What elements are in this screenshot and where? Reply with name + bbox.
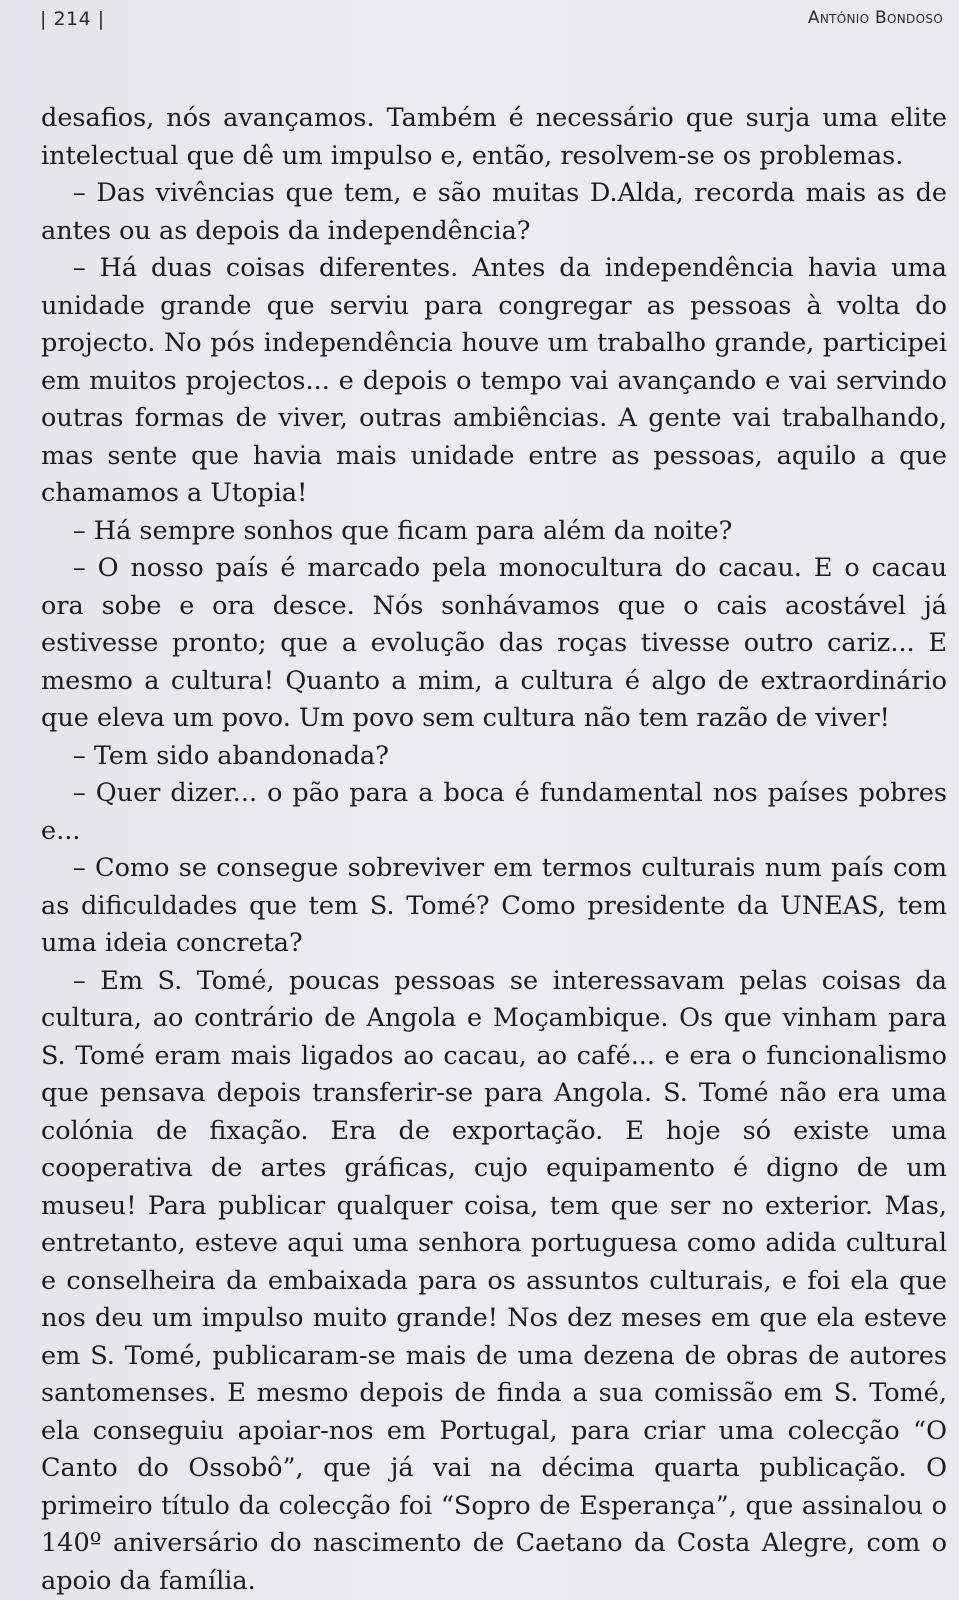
paragraph: – Há duas coisas diferentes. Antes da independência havia uma unidade grande que serviu para congregar as pessoas à volta do projecto. No pós independência houve um trabalho grande, participei em muitos projectos... e depois o tempo vai avançando e vai servindo outras formas de viver, outras ambiências. A gente vai trabalhando, mas sente que havia mais unidade entre as pessoas, aquilo a que chamamos a Utopia! [41,253,947,508]
paragraph: – Há sempre sonhos que ficam para além da noite? [73,515,733,546]
paragraph: – O nosso país é marcado pela monocultura do cacau. E o cacau ora sobe e ora desce. Nós sonhávamos que o cais acostável já estivesse pronto; que a evolução das roças tivesse outro cariz... E mesmo a cultura! Quanto a mim, a cultura é algo de extraordinário que eleva um povo. Um povo sem cultura não tem razão de viver! [41,553,947,733]
paragraph: – Como se consegue sobreviver em termos culturais num país com as dificuldades que tem S. Tomé? Como presidente da UNEAS, tem uma ideia concreta? [41,853,947,958]
paragraph: desafios, nós avançamos. Também é necessário que surja uma elite intelectual que dê um impulso e, então, resolvem-se os problemas. [41,103,947,171]
paragraph: – Quer dizer... o pão para a boca é fundamental nos países pobres e... [41,778,947,846]
paragraph: – Das vivências que tem, e são muitas D.Alda, recorda mais as de antes ou as depois da independência? [41,178,947,246]
paragraph: – Em S. Tomé, poucas pessoas se interessavam pelas coisas da cultura, ao contrário de Angola e Moçambique. Os que vinham para S. Tomé eram mais ligados ao cacau, ao café... e era o funcionalismo que pensava depois transferir-se para Angola. S. Tomé não era uma colónia de fixação. Era de exportação. E hoje só existe uma cooperativa de artes gráficas, cujo equipamento é digno de um museu! Para publicar qualquer coisa, tem que ser no exterior. Mas, entretanto, esteve aqui uma senhora portuguesa como adida cultural e conselheira da embaixada para os assuntos culturais, e foi ela que nos deu um impulso muito grande! Nos dez meses em que ela esteve em S. Tomé, publicaram-se mais de uma dezena de obras de autores santomenses. E mesmo depois de finda a sua comissão em S. Tomé, ela conseguiu apoiar-nos em Portugal, para criar uma colecção “O Canto do Ossobô”, que já vai na décima quarta publicação. O primeiro título da colecção foi “Sopro de Esperança”, que assinalou o 140º aniversário do nascimento de Caetano da Costa Alegre, com o apoio da família. [41,965,947,1596]
body-text [41,100,947,1600]
running-head-author: António Bondoso [807,8,943,28]
running-head [40,6,943,36]
paragraph: – Tem sido abandonada? [73,740,389,771]
page-number: | 214 | [40,8,105,30]
